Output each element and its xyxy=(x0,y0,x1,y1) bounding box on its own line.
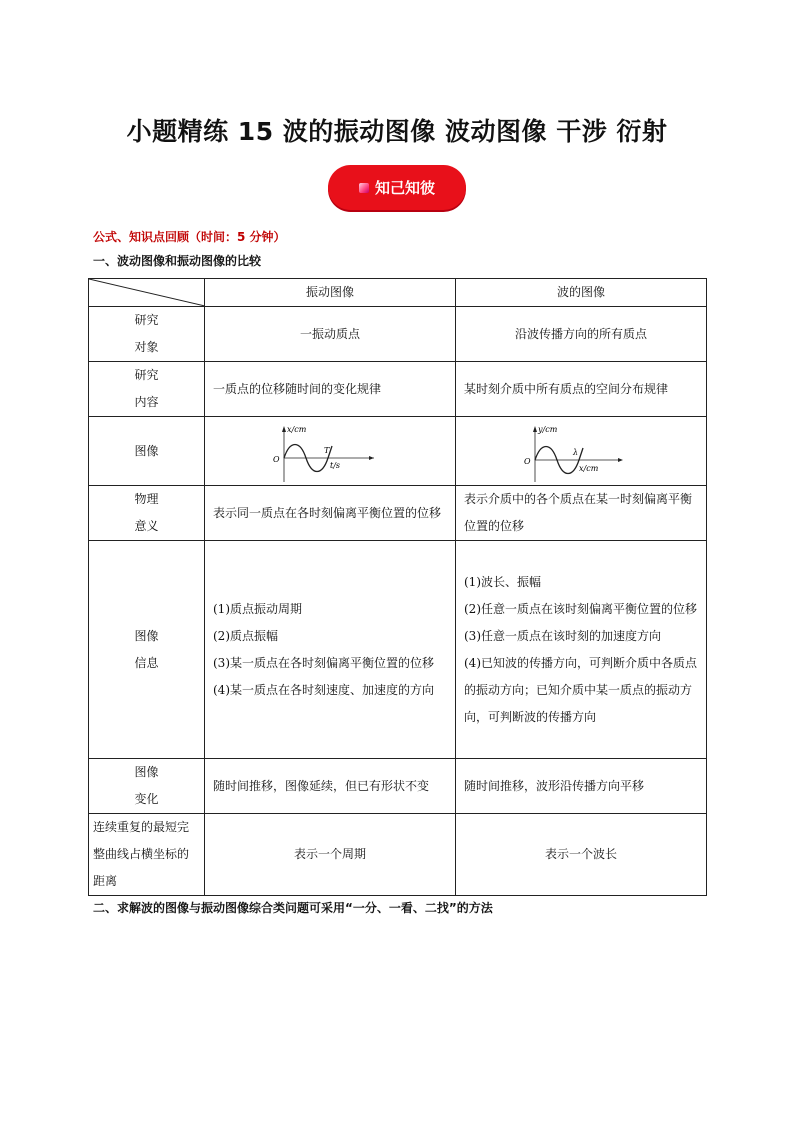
cell-vibration-graph xyxy=(205,417,456,486)
cell-vibration: 一质点的位移随时间的变化规律 xyxy=(205,362,456,417)
diagonal-header-cell xyxy=(89,279,205,307)
list-item: (4)已知波的传播方向，可判断介质中各质点的振动方向；已知介质中某一质点的振动方向，可判断波的传播方向 xyxy=(464,655,697,724)
cell-vibration: 随时间推移，图像延续，但已有形状不变 xyxy=(205,759,456,814)
list-item: (3)某一质点在各时刻偏离平衡位置的位移 xyxy=(213,655,434,670)
list-item: (1)质点振动周期 xyxy=(213,601,302,616)
row-label xyxy=(89,486,205,541)
row-label-line: 图像 xyxy=(134,628,159,643)
table-row-meaning xyxy=(89,486,707,541)
header-vibration: 振动图像 xyxy=(205,279,456,307)
table-row-object xyxy=(89,307,707,362)
list-item: (4)某一质点在各时刻速度、加速度的方向 xyxy=(213,682,434,697)
cell-vibration: 表示一个周期 xyxy=(205,814,456,896)
row-label-line: 内容 xyxy=(134,395,159,409)
row-label-line: 研究 xyxy=(134,313,159,327)
vib-y-axis-label: x/cm xyxy=(287,424,307,434)
vib-origin-label: O xyxy=(273,454,280,464)
wave-x-axis-label: x/cm xyxy=(579,463,599,473)
row-label xyxy=(89,541,205,759)
cell-vibration: 表示同一质点在各时刻偏离平衡位置的位移 xyxy=(205,486,456,541)
cell-wave: 沿波传播方向的所有质点 xyxy=(456,307,707,362)
row-label: 连续重复的最短完整曲线占横坐标的距离 xyxy=(89,814,205,896)
cell-wave: 随时间推移，波形沿传播方向平移 xyxy=(456,759,707,814)
wave-origin-label: O xyxy=(524,456,531,466)
row-label-line: 图像 xyxy=(134,765,159,779)
cell-wave: 表示介质中的各个质点在某一时刻偏离平衡位置的位移 xyxy=(456,486,707,541)
cell-wave-list xyxy=(456,541,707,759)
table-row-content xyxy=(89,362,707,417)
list-item: (1)波长、振幅 xyxy=(464,574,541,589)
row-label xyxy=(89,362,205,417)
list-item: (2)质点振幅 xyxy=(213,628,278,643)
diagonal-line xyxy=(89,279,205,306)
cell-wave-graph xyxy=(456,417,707,486)
badge-label: 知己知彼 xyxy=(374,179,435,197)
cell-vibration: 一振动质点 xyxy=(205,307,456,362)
comparison-table xyxy=(88,278,707,896)
vib-x-axis-label: t/s xyxy=(330,460,341,470)
row-label-line: 信息 xyxy=(134,655,159,670)
row-label: 图像 xyxy=(89,417,205,486)
section-heading-2: 二、求解波的图像与振动图像综合类问题可采用“一分、一看、二找”的方法 xyxy=(93,901,493,915)
wave-lambda-mark: λ xyxy=(573,447,579,457)
row-label-line: 对象 xyxy=(134,340,159,354)
vibration-graph-figure xyxy=(270,422,390,484)
table-header-row xyxy=(89,279,707,307)
badge-square-icon xyxy=(359,183,369,193)
row-label-line: 物理 xyxy=(134,492,159,506)
row-label xyxy=(89,759,205,814)
row-label xyxy=(89,307,205,362)
section-badge xyxy=(328,165,466,210)
cell-wave: 某时刻介质中所有质点的空间分布规律 xyxy=(456,362,707,417)
wave-graph-figure xyxy=(521,422,641,484)
wave-y-axis-label: y/cm xyxy=(538,424,558,434)
table-row-graph xyxy=(89,417,707,486)
table-row-info xyxy=(89,541,707,759)
row-label-line: 研究 xyxy=(134,368,159,382)
review-heading: 公式、知识点回顾（时间：5 分钟） xyxy=(93,230,286,244)
list-item: (3)任意一质点在该时刻的加速度方向 xyxy=(464,628,661,643)
row-label-line: 变化 xyxy=(134,792,159,806)
cell-vibration-list xyxy=(205,541,456,759)
table-row-change xyxy=(89,759,707,814)
list-item: (2)任意一质点在该时刻偏离平衡位置的位移 xyxy=(464,601,697,616)
section-heading-1: 一、波动图像和振动图像的比较 xyxy=(93,254,262,268)
row-label-line: 意义 xyxy=(134,519,159,533)
header-wave: 波的图像 xyxy=(456,279,707,307)
table-row-distance xyxy=(89,814,707,896)
page-title: 小题精练 15 波的振动图像 波动图像 干涉 衍射 xyxy=(126,117,668,146)
vib-period-mark: T xyxy=(324,445,330,455)
cell-wave: 表示一个波长 xyxy=(456,814,707,896)
